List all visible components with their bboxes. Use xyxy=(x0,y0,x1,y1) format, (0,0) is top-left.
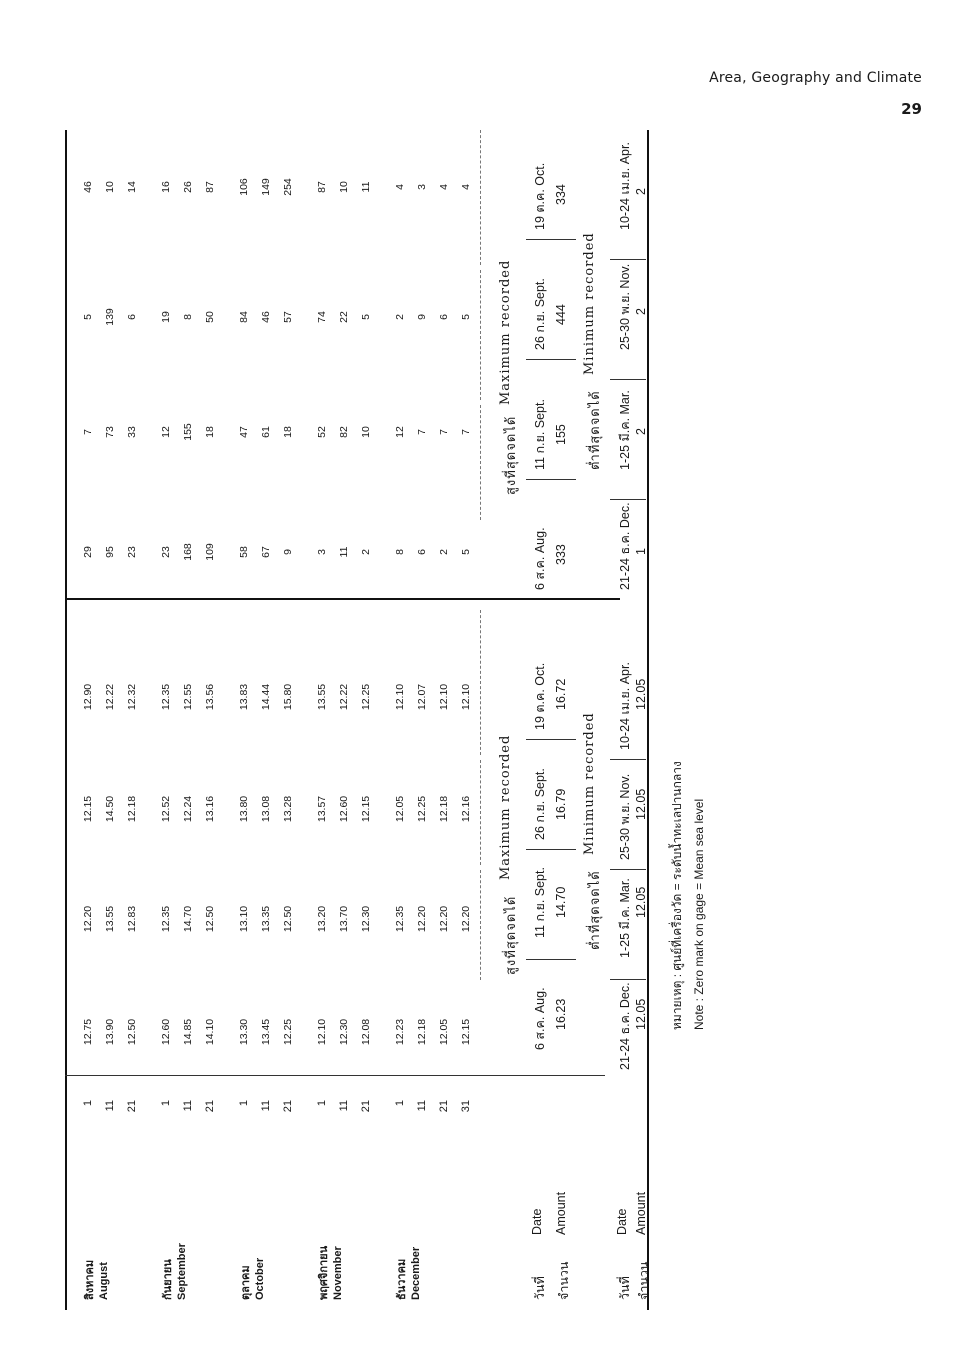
rain-cell: 6 xyxy=(438,314,450,320)
rain-cell: 2 xyxy=(394,314,406,320)
date-label-english: Date xyxy=(615,1208,629,1235)
stage-cell: 12.30 xyxy=(360,905,372,933)
min-amount: 1 xyxy=(634,548,648,555)
rain-cell: 74 xyxy=(316,311,328,323)
rain-cell: 18 xyxy=(204,426,216,438)
max-date: 26 ก.ย. Sept. xyxy=(533,768,547,840)
rain-cell: 95 xyxy=(104,546,116,558)
rain-cell: 23 xyxy=(160,546,172,558)
max-amount: 334 xyxy=(554,184,568,205)
stage-cell: 12.22 xyxy=(104,683,116,711)
max-recorded-thai: สูงที่สุดจดได้ xyxy=(504,415,519,495)
stage-cell: 14.70 xyxy=(182,905,194,933)
stage-cell: 12.18 xyxy=(416,1018,428,1046)
rain-cell: 50 xyxy=(204,311,216,323)
stage-cell: 12.55 xyxy=(182,683,194,711)
stage-cell: 13.10 xyxy=(238,905,250,933)
stage-cell: 12.05 xyxy=(438,1018,450,1046)
stage-cell: 13.70 xyxy=(338,905,350,933)
rain-cell: 87 xyxy=(204,181,216,193)
stage-cell: 14.50 xyxy=(104,795,116,823)
day-number: 21 xyxy=(282,1100,294,1113)
min-amount: 12.05 xyxy=(634,998,648,1030)
column-divider xyxy=(480,760,481,865)
rotated-table xyxy=(40,130,706,1310)
max-date: 11 ก.ย. Sept. xyxy=(533,399,547,470)
min-amount: 12.05 xyxy=(634,886,648,918)
note-english: Note : Zero mark on gage = Mean sea level xyxy=(692,798,706,1030)
stage-cell: 13.30 xyxy=(238,1018,250,1046)
rain-cell: 29 xyxy=(82,546,94,558)
stage-cell: 12.83 xyxy=(126,905,138,933)
stage-cell: 12.35 xyxy=(160,683,172,711)
month-name-english: December xyxy=(410,1246,422,1300)
rain-cell: 46 xyxy=(82,181,94,193)
rain-cell: 7 xyxy=(82,429,94,435)
stage-cell: 12.25 xyxy=(360,683,372,711)
month-name-thai: ธันวาคม xyxy=(396,1258,408,1300)
day-number: 11 xyxy=(338,1100,350,1112)
stage-cell: 12.35 xyxy=(160,905,172,933)
date-label-thai: วันที่ xyxy=(533,1276,547,1300)
stage-cell: 12.23 xyxy=(394,1018,406,1046)
stage-cell: 13.16 xyxy=(204,795,216,823)
stage-cell: 14.44 xyxy=(260,683,272,711)
amount-label-thai: จำนวน xyxy=(637,1261,651,1300)
rain-cell: 61 xyxy=(260,426,272,438)
day-number: 1 xyxy=(160,1100,172,1107)
min-date: 10-24 เม.ย. Apr. xyxy=(618,142,632,230)
min-date: 21-24 ธ.ค. Dec. xyxy=(618,982,632,1070)
stage-cell: 13.57 xyxy=(316,795,328,823)
stage-cell: 12.16 xyxy=(460,795,472,823)
rain-cell: 3 xyxy=(316,549,328,555)
max-recorded-english: Maximum recorded xyxy=(498,259,513,405)
date-label-thai: วันที่ xyxy=(618,1276,632,1300)
min-amount: 12.05 xyxy=(634,788,648,820)
rain-cell: 149 xyxy=(260,178,272,196)
summary-divider xyxy=(526,959,576,960)
rain-cell: 7 xyxy=(438,429,450,435)
amount-label-english: Amount xyxy=(554,1191,568,1235)
stage-cell: 15.80 xyxy=(282,683,294,711)
stage-cell: 13.20 xyxy=(316,905,328,933)
amount-label-english: Amount xyxy=(634,1191,648,1235)
day-number: 11 xyxy=(416,1100,428,1112)
summary-divider xyxy=(610,869,646,870)
month-name-english: September xyxy=(176,1243,188,1300)
rain-cell: 11 xyxy=(360,181,372,193)
stage-cell: 13.08 xyxy=(260,795,272,823)
stage-cell: 12.10 xyxy=(394,683,406,711)
stage-cell: 12.10 xyxy=(460,683,472,711)
day-number: 11 xyxy=(182,1100,194,1112)
max-amount: 155 xyxy=(554,424,568,445)
stage-cell: 12.32 xyxy=(126,683,138,711)
max-date: 19 ต.ค. Oct. xyxy=(533,162,547,230)
max-recorded-english: Maximum recorded xyxy=(498,734,513,880)
max-date: 19 ต.ค. Oct. xyxy=(533,662,547,730)
rain-cell: 82 xyxy=(338,426,350,438)
stage-cell: 12.24 xyxy=(182,795,194,823)
summary-divider xyxy=(610,499,646,500)
day-number: 11 xyxy=(104,1100,116,1112)
summary-divider xyxy=(526,849,576,850)
day-number: 1 xyxy=(316,1100,328,1107)
rain-cell: 5 xyxy=(360,314,372,320)
rain-cell: 168 xyxy=(182,543,194,561)
day-number: 1 xyxy=(238,1100,250,1107)
max-date: 11 ก.ย. Sept. xyxy=(533,867,547,938)
max-date: 6 ส.ค. Aug. xyxy=(533,527,547,590)
rain-cell: 10 xyxy=(104,181,116,193)
stage-cell: 12.60 xyxy=(338,795,350,823)
stage-cell: 12.50 xyxy=(282,905,294,933)
month-name-english: October xyxy=(254,1257,266,1300)
rain-cell: 7 xyxy=(460,429,472,435)
summary-divider xyxy=(526,479,576,480)
rain-cell: 4 xyxy=(394,184,406,190)
column-divider xyxy=(480,130,481,265)
rain-cell: 16 xyxy=(160,181,172,193)
day-number: 1 xyxy=(394,1100,406,1107)
stage-cell: 12.90 xyxy=(82,683,94,711)
stage-cell: 12.15 xyxy=(360,795,372,823)
max-recorded-thai: สูงที่สุดจดได้ xyxy=(504,895,519,975)
rain-cell: 11 xyxy=(338,546,350,558)
stage-cell: 12.05 xyxy=(394,795,406,823)
rain-cell: 33 xyxy=(126,426,138,438)
stage-cell: 13.90 xyxy=(104,1018,116,1046)
rain-cell: 3 xyxy=(416,184,428,190)
month-name-thai: ตุลาคม xyxy=(240,1265,252,1300)
stage-cell: 13.35 xyxy=(260,905,272,933)
summary-divider xyxy=(610,379,646,380)
stage-cell: 12.25 xyxy=(282,1018,294,1046)
summary-divider xyxy=(610,979,646,980)
summary-divider xyxy=(610,259,646,260)
group-separator xyxy=(65,598,620,600)
rain-cell: 23 xyxy=(126,546,138,558)
stage-cell: 13.55 xyxy=(316,683,328,711)
rain-cell: 12 xyxy=(160,426,172,438)
max-date: 26 ก.ย. Sept. xyxy=(533,278,547,350)
summary-divider xyxy=(526,359,576,360)
day-number: 21 xyxy=(204,1100,216,1113)
stage-cell: 12.08 xyxy=(360,1018,372,1046)
rain-cell: 9 xyxy=(282,549,294,555)
rain-cell: 109 xyxy=(204,543,216,561)
stage-cell: 14.85 xyxy=(182,1018,194,1046)
stage-cell: 14.10 xyxy=(204,1018,216,1046)
rain-cell: 9 xyxy=(416,314,428,320)
table-bottom-rule xyxy=(647,130,649,1310)
stage-cell: 12.25 xyxy=(416,795,428,823)
rain-cell: 14 xyxy=(126,181,138,193)
stage-cell: 12.20 xyxy=(438,905,450,933)
min-date: 25-30 พ.ย. Nov. xyxy=(618,773,632,860)
rain-cell: 4 xyxy=(438,184,450,190)
stage-cell: 12.30 xyxy=(338,1018,350,1046)
stage-cell: 12.50 xyxy=(126,1018,138,1046)
rain-cell: 7 xyxy=(416,429,428,435)
stage-cell: 12.52 xyxy=(160,795,172,823)
day-number: 21 xyxy=(438,1100,450,1113)
rain-cell: 155 xyxy=(182,423,194,441)
rain-cell: 84 xyxy=(238,311,250,323)
min-date: 1-25 มี.ค. Mar. xyxy=(618,878,632,958)
rain-cell: 6 xyxy=(126,314,138,320)
max-amount: 16.72 xyxy=(554,678,568,710)
rain-cell: 2 xyxy=(438,549,450,555)
stage-cell: 12.75 xyxy=(82,1018,94,1046)
day-number: 31 xyxy=(460,1100,472,1113)
rain-cell: 47 xyxy=(238,426,250,438)
day-number: 11 xyxy=(260,1100,272,1112)
column-divider xyxy=(480,405,481,520)
rain-cell: 10 xyxy=(360,426,372,438)
month-name-english: August xyxy=(98,1262,110,1300)
stage-cell: 12.22 xyxy=(338,683,350,711)
stage-cell: 12.35 xyxy=(394,905,406,933)
rain-cell: 6 xyxy=(416,549,428,555)
rain-cell: 18 xyxy=(282,426,294,438)
stage-cell: 12.20 xyxy=(82,905,94,933)
rain-cell: 106 xyxy=(238,178,250,196)
running-header: Area, Geography and Climate xyxy=(709,70,922,86)
stage-cell: 13.45 xyxy=(260,1018,272,1046)
stage-cell: 12.10 xyxy=(316,1018,328,1046)
stage-cell: 12.15 xyxy=(460,1018,472,1046)
month-name-thai: พฤศจิกายน xyxy=(318,1245,330,1300)
min-recorded-english: Minimum recorded xyxy=(582,712,597,855)
max-amount: 16.79 xyxy=(554,788,568,820)
stage-cell: 12.50 xyxy=(204,905,216,933)
rain-cell: 8 xyxy=(394,549,406,555)
rain-cell: 12 xyxy=(394,426,406,438)
rain-cell: 4 xyxy=(460,184,472,190)
month-name-thai: กันยายน xyxy=(162,1259,174,1300)
min-date: 21-24 ธ.ค. Dec. xyxy=(618,502,632,590)
stage-cell: 13.28 xyxy=(282,795,294,823)
label-separator xyxy=(65,1075,605,1076)
stage-cell: 12.20 xyxy=(460,905,472,933)
rain-cell: 10 xyxy=(338,181,350,193)
stage-cell: 12.10 xyxy=(438,683,450,711)
min-date: 10-24 เม.ย. Apr. xyxy=(618,662,632,750)
rain-cell: 52 xyxy=(316,426,328,438)
stage-cell: 13.56 xyxy=(204,683,216,711)
max-amount: 444 xyxy=(554,304,568,325)
min-date: 25-30 พ.ย. Nov. xyxy=(618,263,632,350)
rain-cell: 8 xyxy=(182,314,194,320)
min-recorded-english: Minimum recorded xyxy=(582,232,597,375)
rain-cell: 5 xyxy=(460,314,472,320)
day-number: 21 xyxy=(126,1100,138,1113)
rain-cell: 2 xyxy=(360,549,372,555)
max-amount: 333 xyxy=(554,544,568,565)
min-amount: 2 xyxy=(634,308,648,315)
stage-cell: 13.55 xyxy=(104,905,116,933)
min-amount: 2 xyxy=(634,428,648,435)
summary-divider xyxy=(526,239,576,240)
summary-divider xyxy=(526,739,576,740)
column-divider xyxy=(480,870,481,980)
column-divider xyxy=(480,610,481,755)
max-date: 6 ส.ค. Aug. xyxy=(533,987,547,1050)
stage-cell: 13.80 xyxy=(238,795,250,823)
rain-cell: 67 xyxy=(260,546,272,558)
rain-cell: 87 xyxy=(316,181,328,193)
rain-cell: 73 xyxy=(104,426,116,438)
rain-cell: 5 xyxy=(82,314,94,320)
stage-cell: 12.18 xyxy=(438,795,450,823)
month-name-thai: สิงหาคม xyxy=(84,1259,96,1300)
date-label-english: Date xyxy=(530,1208,544,1235)
rain-cell: 46 xyxy=(260,311,272,323)
stage-cell: 12.07 xyxy=(416,683,428,711)
table-top-rule xyxy=(65,130,67,1310)
rain-cell: 26 xyxy=(182,181,194,193)
min-amount: 12.05 xyxy=(634,678,648,710)
rain-cell: 5 xyxy=(460,549,472,555)
page-number: 29 xyxy=(901,100,922,118)
min-date: 1-25 มี.ค. Mar. xyxy=(618,390,632,470)
rain-cell: 57 xyxy=(282,311,294,323)
day-number: 21 xyxy=(360,1100,372,1113)
stage-cell: 12.20 xyxy=(416,905,428,933)
rain-cell: 254 xyxy=(282,178,294,196)
min-recorded-thai: ต่ำที่สุดจดได้ xyxy=(588,870,603,950)
summary-divider xyxy=(610,759,646,760)
max-amount: 14.70 xyxy=(554,886,568,918)
note-thai: หมายเหตุ : ศูนย์ที่เครื่องวัด = ระดับน้ำทะเลปานกลาง xyxy=(670,761,684,1030)
month-name-english: November xyxy=(332,1246,344,1300)
rain-cell: 139 xyxy=(104,308,116,326)
stage-cell: 12.60 xyxy=(160,1018,172,1046)
stage-cell: 12.18 xyxy=(126,795,138,823)
amount-label-thai: จำนวน xyxy=(557,1261,571,1300)
stage-cell: 13.83 xyxy=(238,683,250,711)
day-number: 1 xyxy=(82,1100,94,1107)
stage-cell: 12.15 xyxy=(82,795,94,823)
rain-cell: 19 xyxy=(160,311,172,323)
max-amount: 16.23 xyxy=(554,998,568,1030)
min-amount: 2 xyxy=(634,188,648,195)
min-recorded-thai: ต่ำที่สุดจดได้ xyxy=(588,390,603,470)
column-divider xyxy=(480,270,481,400)
rain-cell: 22 xyxy=(338,311,350,323)
rain-cell: 58 xyxy=(238,546,250,558)
